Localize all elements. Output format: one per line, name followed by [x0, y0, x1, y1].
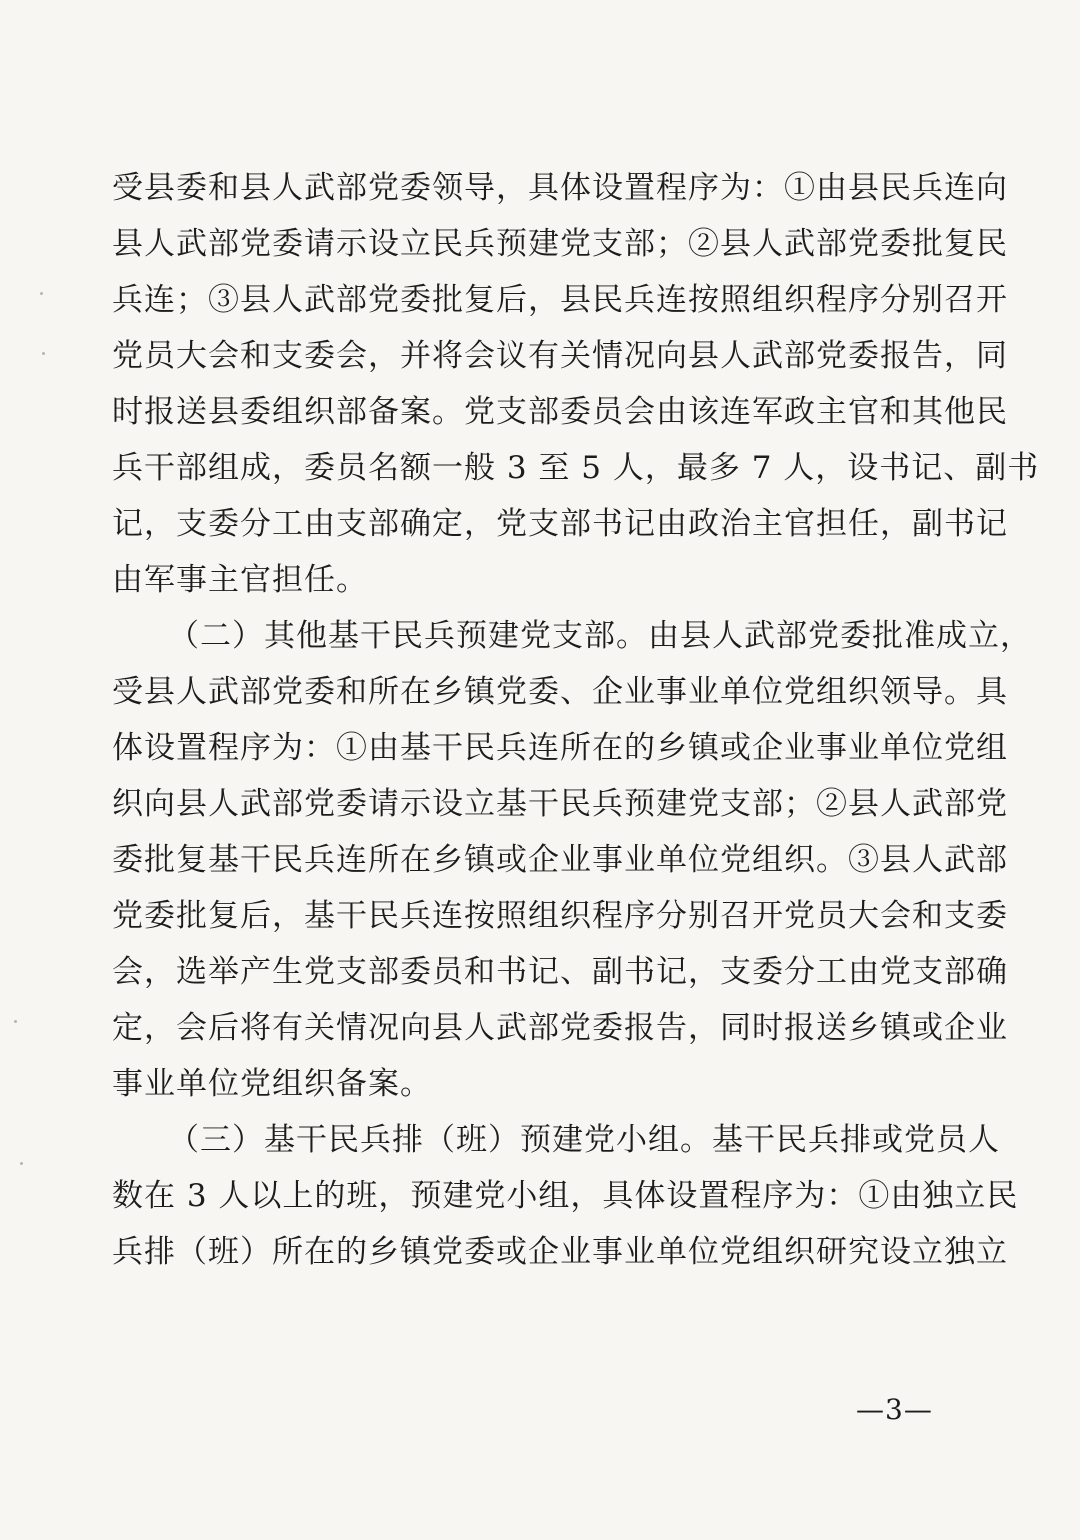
page-number: —3—	[856, 1393, 933, 1426]
text-line: 数在 3 人以上的班，预建党小组，具体设置程序为：①由独立民	[112, 1178, 1019, 1214]
text-line: 受县人武部党委和所在乡镇党委、企业事业单位党组织领导。具	[112, 674, 1008, 710]
scan-speck	[14, 1020, 17, 1023]
text-line: 体设置程序为：①由基干民兵连所在的乡镇或企业事业单位党组	[112, 730, 1008, 766]
text-line: 定，会后将有关情况向县人武部党委报告，同时报送乡镇或企业	[112, 1010, 1008, 1046]
section-heading-line: （三）基干民兵排（班）预建党小组。基干民兵排或党员人	[168, 1122, 1000, 1158]
text-line: 委批复基干民兵连所在乡镇或企业事业单位党组织。③县人武部	[112, 842, 1008, 878]
text-line: 时报送县委组织部备案。党支部委员会由该连军政主官和其他民	[112, 394, 1008, 430]
text-line: 党员大会和支委会，并将会议有关情况向县人武部党委报告，同	[112, 338, 1008, 374]
text-line: 兵干部组成，委员名额一般 3 至 5 人，最多 7 人，设书记、副书	[112, 450, 1040, 486]
text-line: 会，选举产生党支部委员和书记、副书记，支委分工由党支部确	[112, 954, 1008, 990]
scan-speck	[42, 352, 45, 355]
section-heading-line: （二）其他基干民兵预建党支部。由县人武部党委批准成立，	[168, 618, 1032, 654]
text-line: 兵排（班）所在的乡镇党委或企业事业单位党组织研究设立独立	[112, 1234, 1008, 1270]
text-line: 记，支委分工由支部确定，党支部书记由政治主官担任，副书记	[112, 506, 1008, 542]
text-line: 党委批复后，基干民兵连按照组织程序分别召开党员大会和支委	[112, 898, 1008, 934]
text-line: 受县委和县人武部党委领导，具体设置程序为：①由县民兵连向	[112, 170, 1008, 206]
body-text	[112, 160, 1040, 1280]
text-line: 由军事主官担任。	[112, 562, 368, 598]
text-line: 事业单位党组织备案。	[112, 1066, 432, 1102]
scan-speck	[40, 292, 43, 295]
text-line: 织向县人武部党委请示设立基干民兵预建党支部；②县人武部党	[112, 786, 1008, 822]
scan-speck	[20, 1162, 23, 1165]
text-line: 兵连；③县人武部党委批复后，县民兵连按照组织程序分别召开	[112, 282, 1008, 318]
text-line: 县人武部党委请示设立民兵预建党支部；②县人武部党委批复民	[112, 226, 1008, 262]
